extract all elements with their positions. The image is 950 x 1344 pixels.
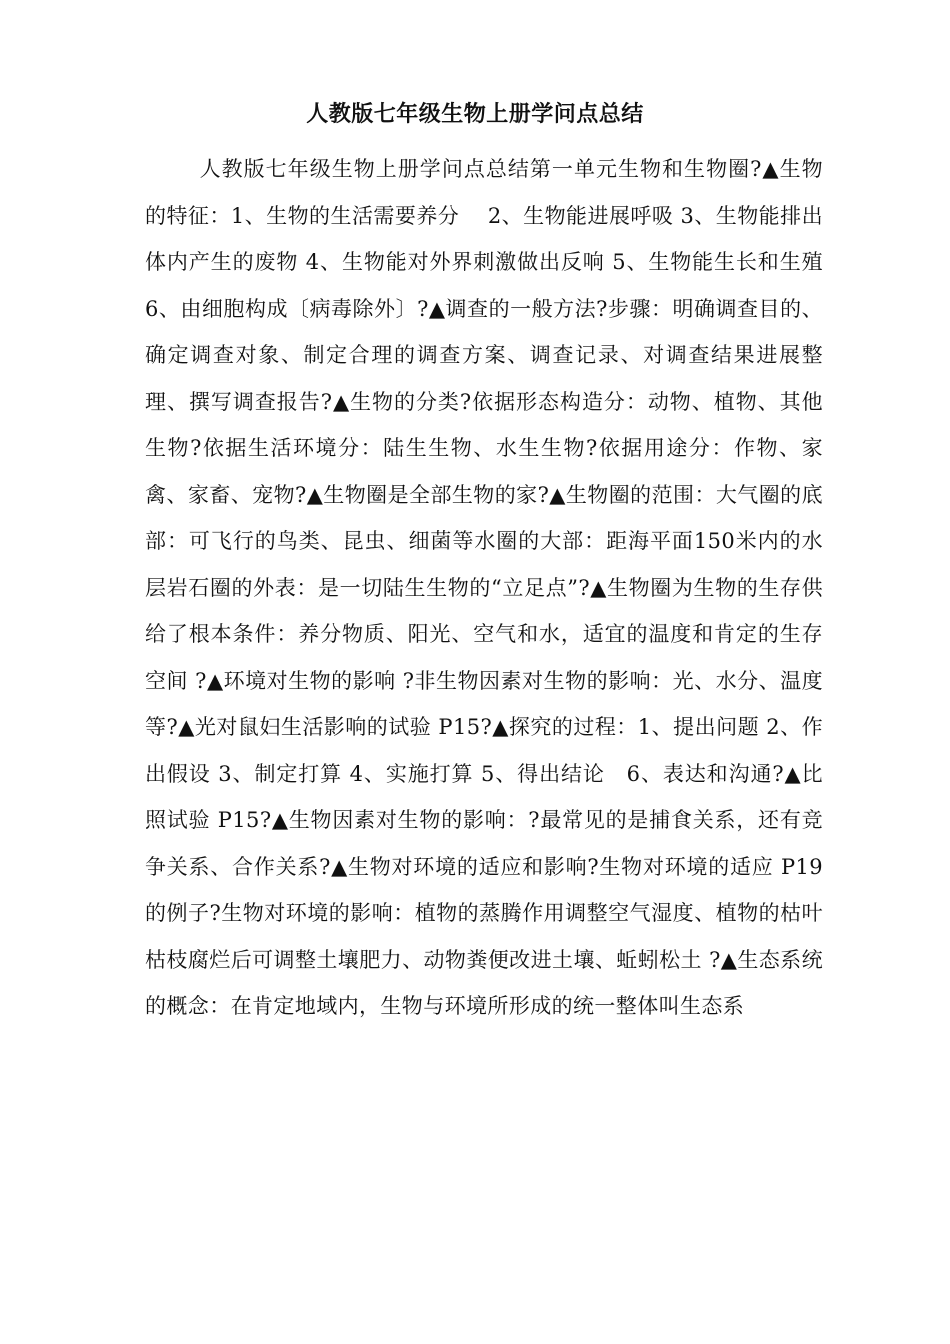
document-body-paragraph: 人教版七年级生物上册学问点总结第一单元生物和生物圈?▲生物的特征：1、生物的生活需要养分 2、生物能进展呼吸 3、生物能排出体内产生的废物 4、生物能对外界刺激做出反响 5、生物能生长和生殖 6、由细胞构成〔病毒除外〕?▲调查的一般方法?步骤：明确调查目的、确定调查对象、制定合理的调查方案、调查记录、对调查结果进展整理、撰写调查报告?▲生物的分类?依据形态构造分：动物、植物、其他生物?依据生活环境分：陆生生物、水生生物?依据用途分：作物、家禽、家畜、宠物?▲生物圈是全部生物的家?▲生物圈的范围：大气圈的底部：可飞行的鸟类、昆虫、细菌等水圈的大部：距海平面150米内的水层岩石圈的外表：是一切陆生生物的“立足点”?▲生物圈为生物的生存供给了根本条件：养分物质、阳光、空气和水，适宜的温度和肯定的生存空间 ?▲环境对生物的影响 ?非生物因素对生物的影响：光、水分、温度等?▲光对鼠妇生活影响的试验 P15?▲探究的过程：1、提出问题 2、作出假设 3、制定打算 4、实施打算 5、得出结论 6、表达和沟通?▲比照试验 P15?▲生物因素对生物的影响：?最常见的是捕食关系，还有竞争关系、合作关系?▲生物对环境的适应和影响?生物对环境的适应 P19 的例子?生物对环境的影响：植物的蒸腾作用调整空气湿度、植物的枯叶枯枝腐烂后可调整土壤肥力、动物粪便改进土壤、蚯蚓松土 ?▲生态系统的概念：在肯定地域内，生物与环境所形成的统一整体叫生态系 — [145, 157, 852, 1018]
document-title: 人教版七年级生物上册学问点总结 — [306, 101, 644, 127]
